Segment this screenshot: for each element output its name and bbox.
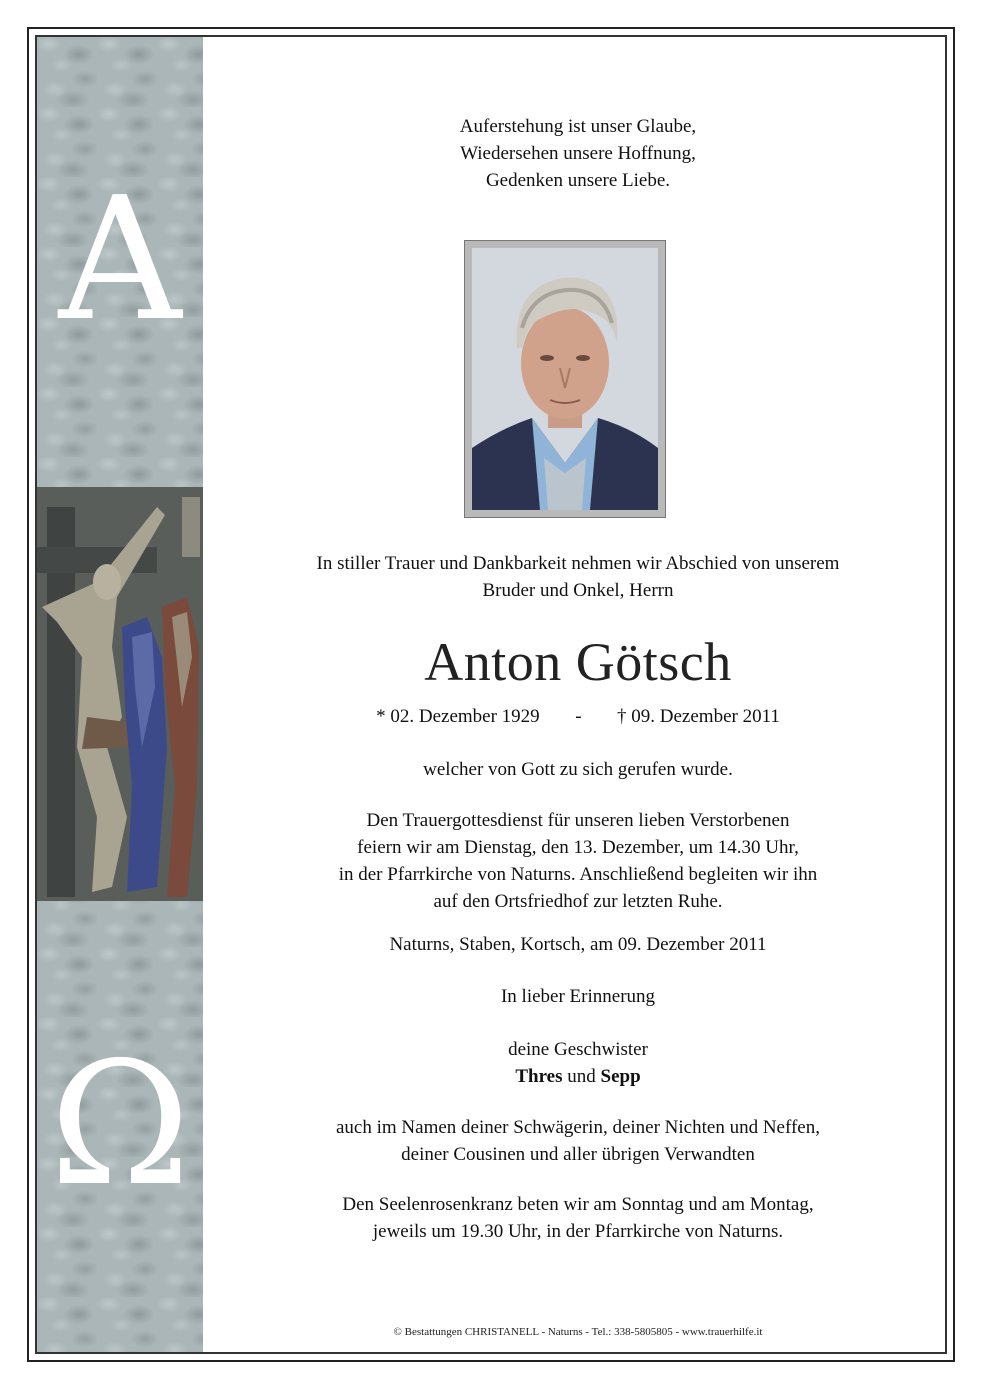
rosary-line: jeweils um 19.30 Uhr, in der Pfarrkirche von Naturns. [372, 1220, 784, 1242]
epigraph-line: Gedenken unsere Liebe. [485, 169, 671, 191]
relatives-line: auch im Namen deiner Schwägerin, deiner Nichten und Neffen, [336, 1117, 820, 1138]
siblings-block [203, 1037, 953, 1091]
sibling-joiner: und [567, 1065, 596, 1087]
sibling-name: Thres [515, 1065, 563, 1087]
intro-line: Bruder und Onkel, Herrn [482, 579, 674, 601]
siblings-label: deine Geschwister [508, 1039, 648, 1060]
relatives-line: deiner Cousinen und aller übrigen Verwandten [401, 1143, 755, 1165]
portrait-photo [472, 248, 658, 510]
omega-symbol: Ω [49, 1026, 191, 1224]
undertaker-footer: © Bestattungen CHRISTANELL - Naturns - Tel.: 338-5805805 - www.trauerhilfe.it [393, 1326, 763, 1338]
epigraph-line: Wiedersehen unsere Hoffnung, [460, 142, 696, 164]
intro-line: In stiller Trauer und Dankbarkeit nehmen wir Abschied von unserem [316, 553, 840, 574]
relatives-text [203, 1115, 953, 1169]
epigraph [203, 114, 953, 195]
rosary-text [203, 1192, 953, 1246]
siblings-names [203, 1064, 953, 1091]
date-separator: - [575, 706, 582, 727]
life-dates [203, 706, 953, 728]
place-and-date: Naturns, Staben, Kortsch, am 09. Dezember 2011 [389, 934, 767, 955]
service-line: Den Trauergottesdienst für unseren lieben Verstorbenen [366, 810, 790, 831]
rosary-line: Den Seelenrosenkranz beten wir am Sonntag und am Montag, [342, 1194, 814, 1215]
service-line: feiern wir am Dienstag, den 13. Dezember, um 14.30 Uhr, [357, 836, 799, 858]
sibling-name: Sepp [600, 1065, 641, 1087]
intro-text [203, 551, 953, 605]
crucifixion-image [37, 487, 203, 901]
memory-line: In lieber Erinnerung [500, 986, 656, 1007]
funeral-service-text [203, 808, 953, 916]
called-line: welcher von Gott zu sich gerufen wurde. [423, 759, 733, 780]
service-line: in der Pfarrkirche von Naturns. Anschließend begleiten wir ihn [338, 863, 818, 885]
service-line: auf den Ortsfriedhof zur letzten Ruhe. [433, 890, 723, 912]
deceased-name: Anton Götsch [424, 632, 732, 692]
death-date: † 09. Dezember 2011 [617, 706, 780, 727]
alpha-symbol: A [58, 161, 182, 359]
epigraph-line: Auferstehung ist unser Glaube, [459, 116, 697, 137]
birth-date: * 02. Dezember 1929 [376, 706, 540, 727]
